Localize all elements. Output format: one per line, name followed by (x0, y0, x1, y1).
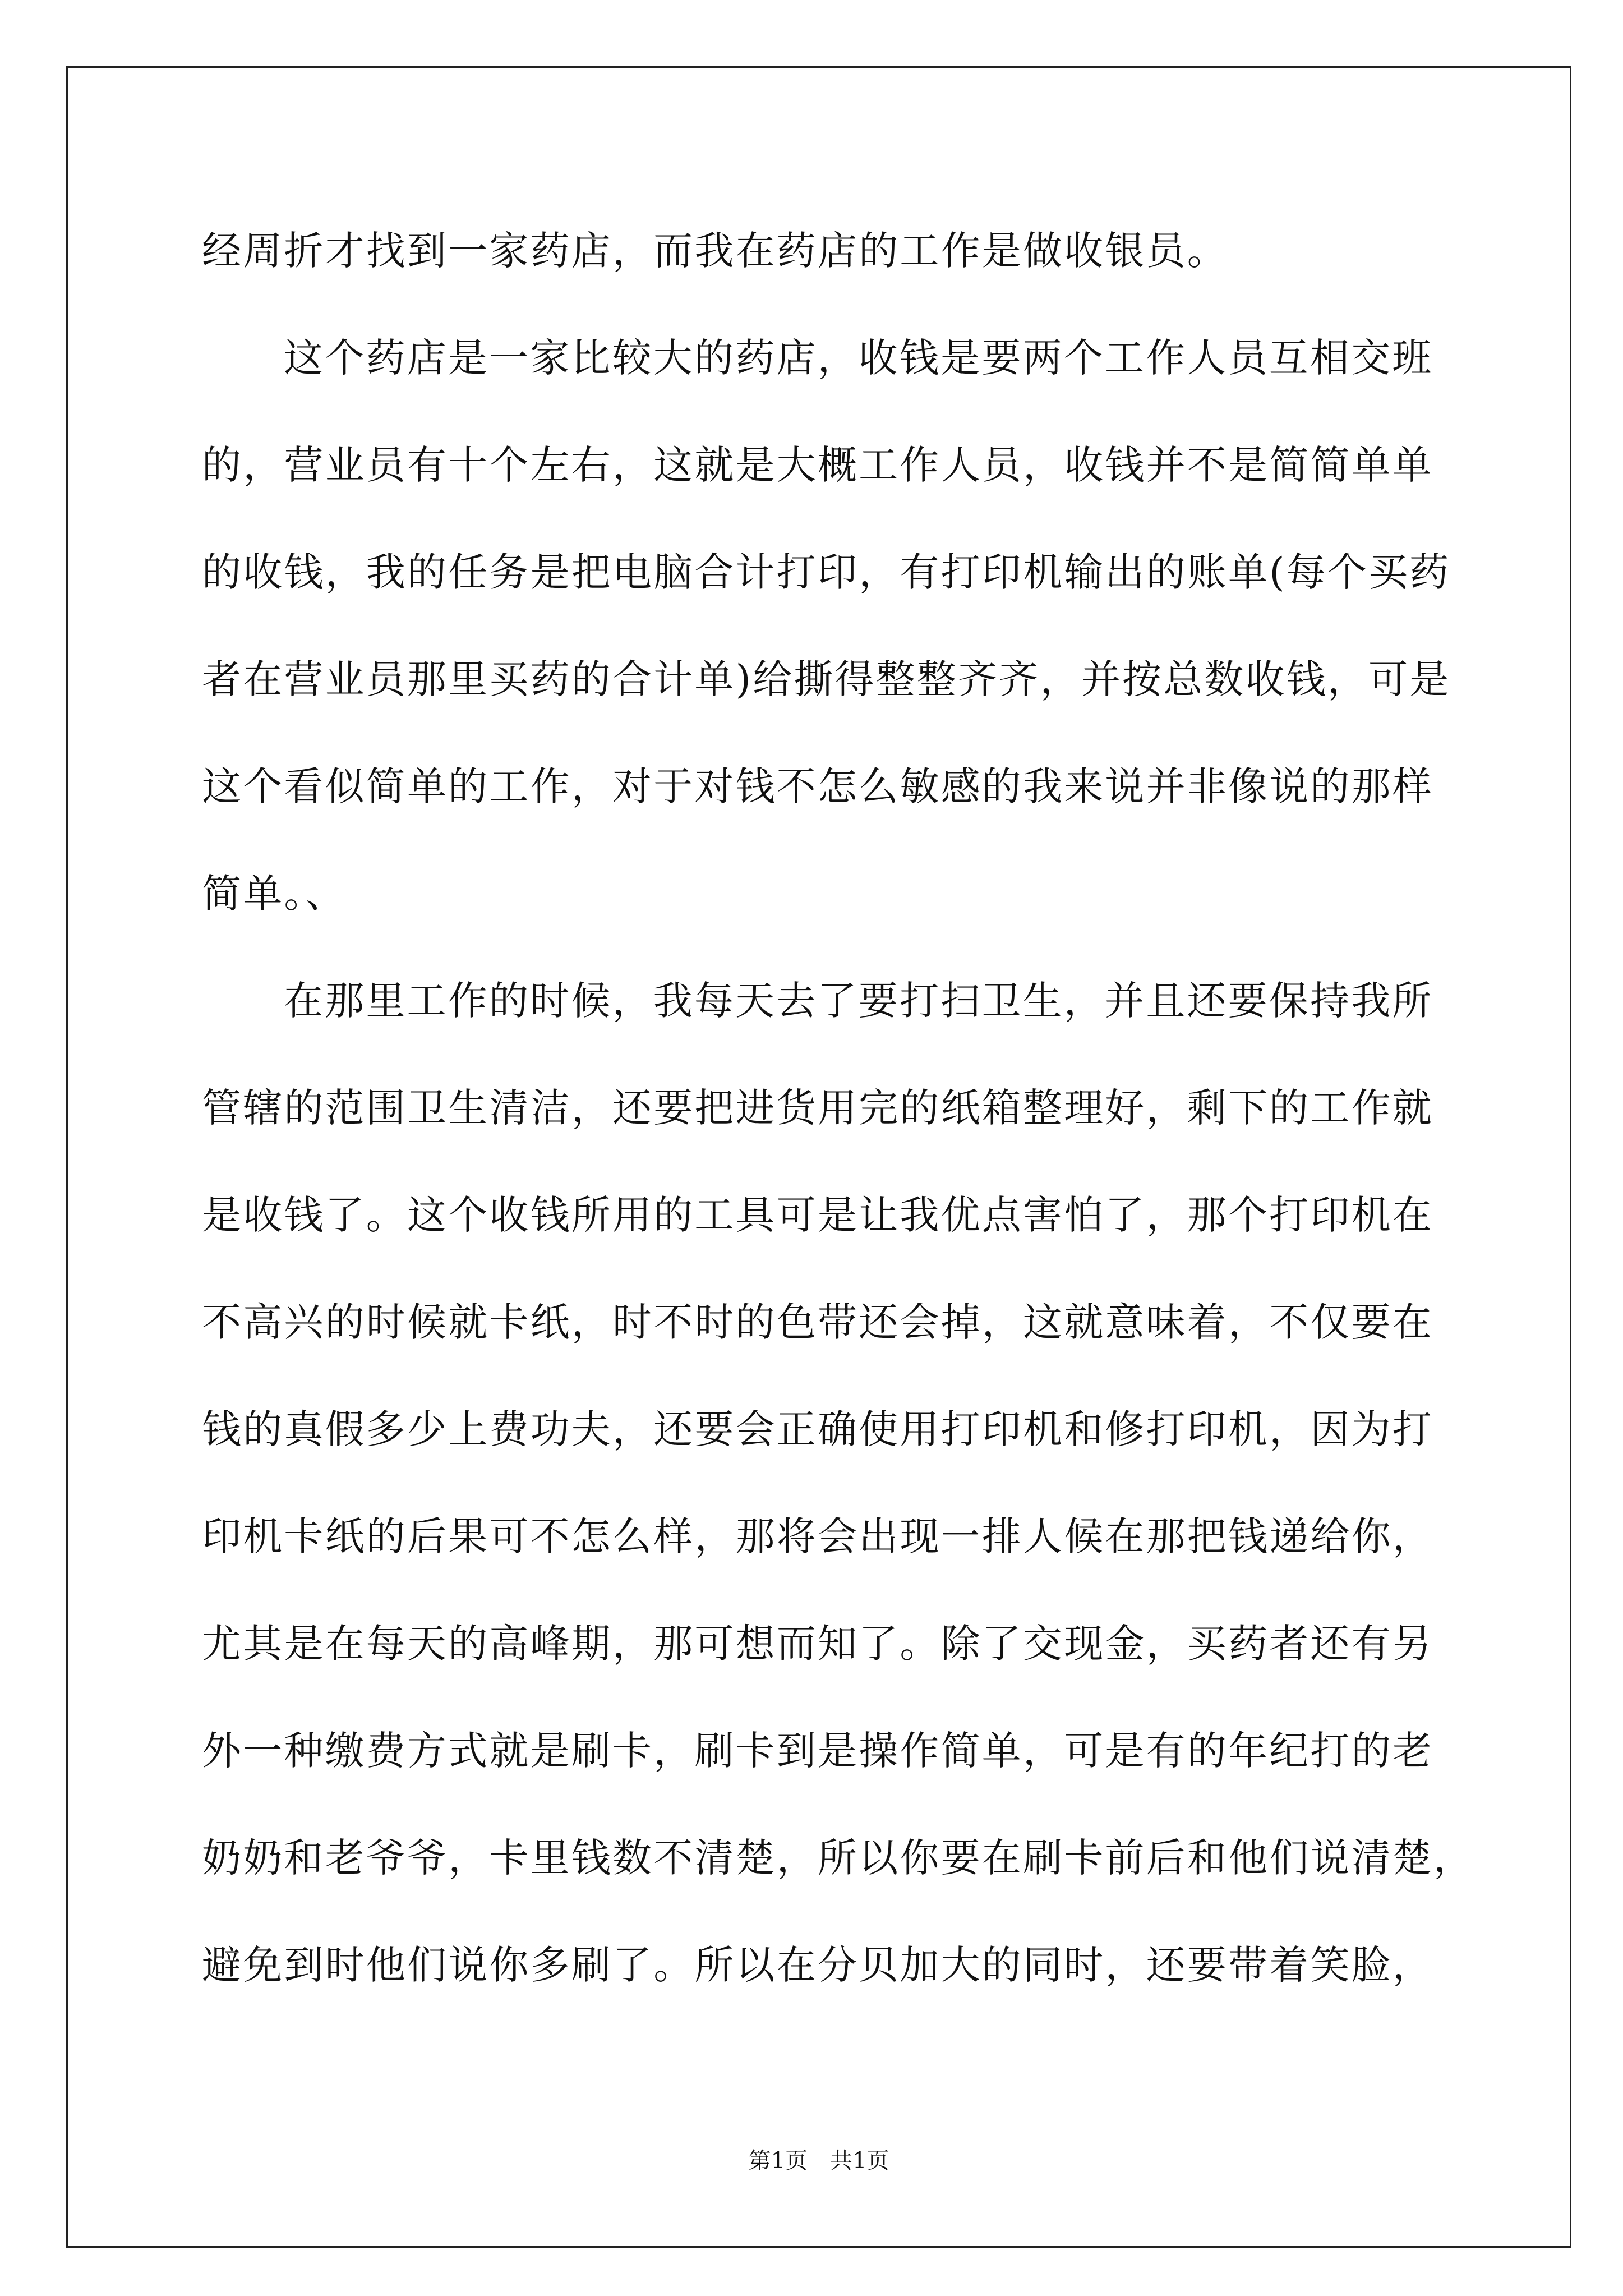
text-line: 者在营业员那里买药的合计单)给撕得整整齐齐，并按总数收钱，可是 (202, 656, 1451, 702)
text-line: 的收钱，我的任务是把电脑合计打印，有打印机输出的账单(每个买药 (202, 549, 1451, 595)
text-line: 是收钱了。这个收钱所用的工具可是让我优点害怕了，那个打印机在 (202, 1192, 1433, 1238)
document-body (202, 197, 1492, 2019)
text-line: 尤其是在每天的高峰期，那可想而知了。除了交现金，买药者还有另 (202, 1621, 1433, 1667)
paragraph (202, 947, 1492, 2019)
paragraph (202, 305, 1492, 947)
text-line: 这个药店是一家比较大的药店，收钱是要两个工作人员互相交班 (284, 335, 1433, 381)
text-line: 不高兴的时候就卡纸，时不时的色带还会掉，这就意味着，不仅要在 (202, 1299, 1433, 1345)
text-line: 经周折才找到一家药店，而我在药店的工作是做收银员。 (202, 228, 1228, 274)
text-line: 钱的真假多少上费功夫，还要会正确使用打印机和修打印机，因为打 (202, 1406, 1433, 1452)
text-line: 管辖的范围卫生清洁，还要把进货用完的纸箱整理好，剩下的工作就 (202, 1085, 1433, 1131)
page-number: 第1页 共1页 (748, 2148, 889, 2174)
text-line: 简单。、 (202, 871, 347, 917)
text-line: 在那里工作的时候，我每天去了要打扫卫生，并且还要保持我所 (284, 978, 1433, 1024)
text-line: 印机卡纸的后果可不怎么样，那将会出现一排人候在那把钱递给你， (202, 1513, 1433, 1559)
text-line: 外一种缴费方式就是刷卡，刷卡到是操作简单，可是有的年纪打的老 (202, 1728, 1433, 1774)
paragraph (202, 197, 1492, 305)
text-line: 的，营业员有十个左右，这就是大概工作人员，收钱并不是简简单单 (202, 442, 1433, 488)
text-line: 避免到时他们说你多刷了。所以在分贝加大的同时，还要带着笑脸， (202, 1942, 1433, 1988)
page-footer (66, 2144, 1571, 2178)
text-line: 奶奶和老爷爷，卡里钱数不清楚，所以你要在刷卡前后和他们说清楚， (202, 1835, 1475, 1881)
text-line: 这个看似简单的工作，对于对钱不怎么敏感的我来说并非像说的那样 (202, 763, 1433, 809)
